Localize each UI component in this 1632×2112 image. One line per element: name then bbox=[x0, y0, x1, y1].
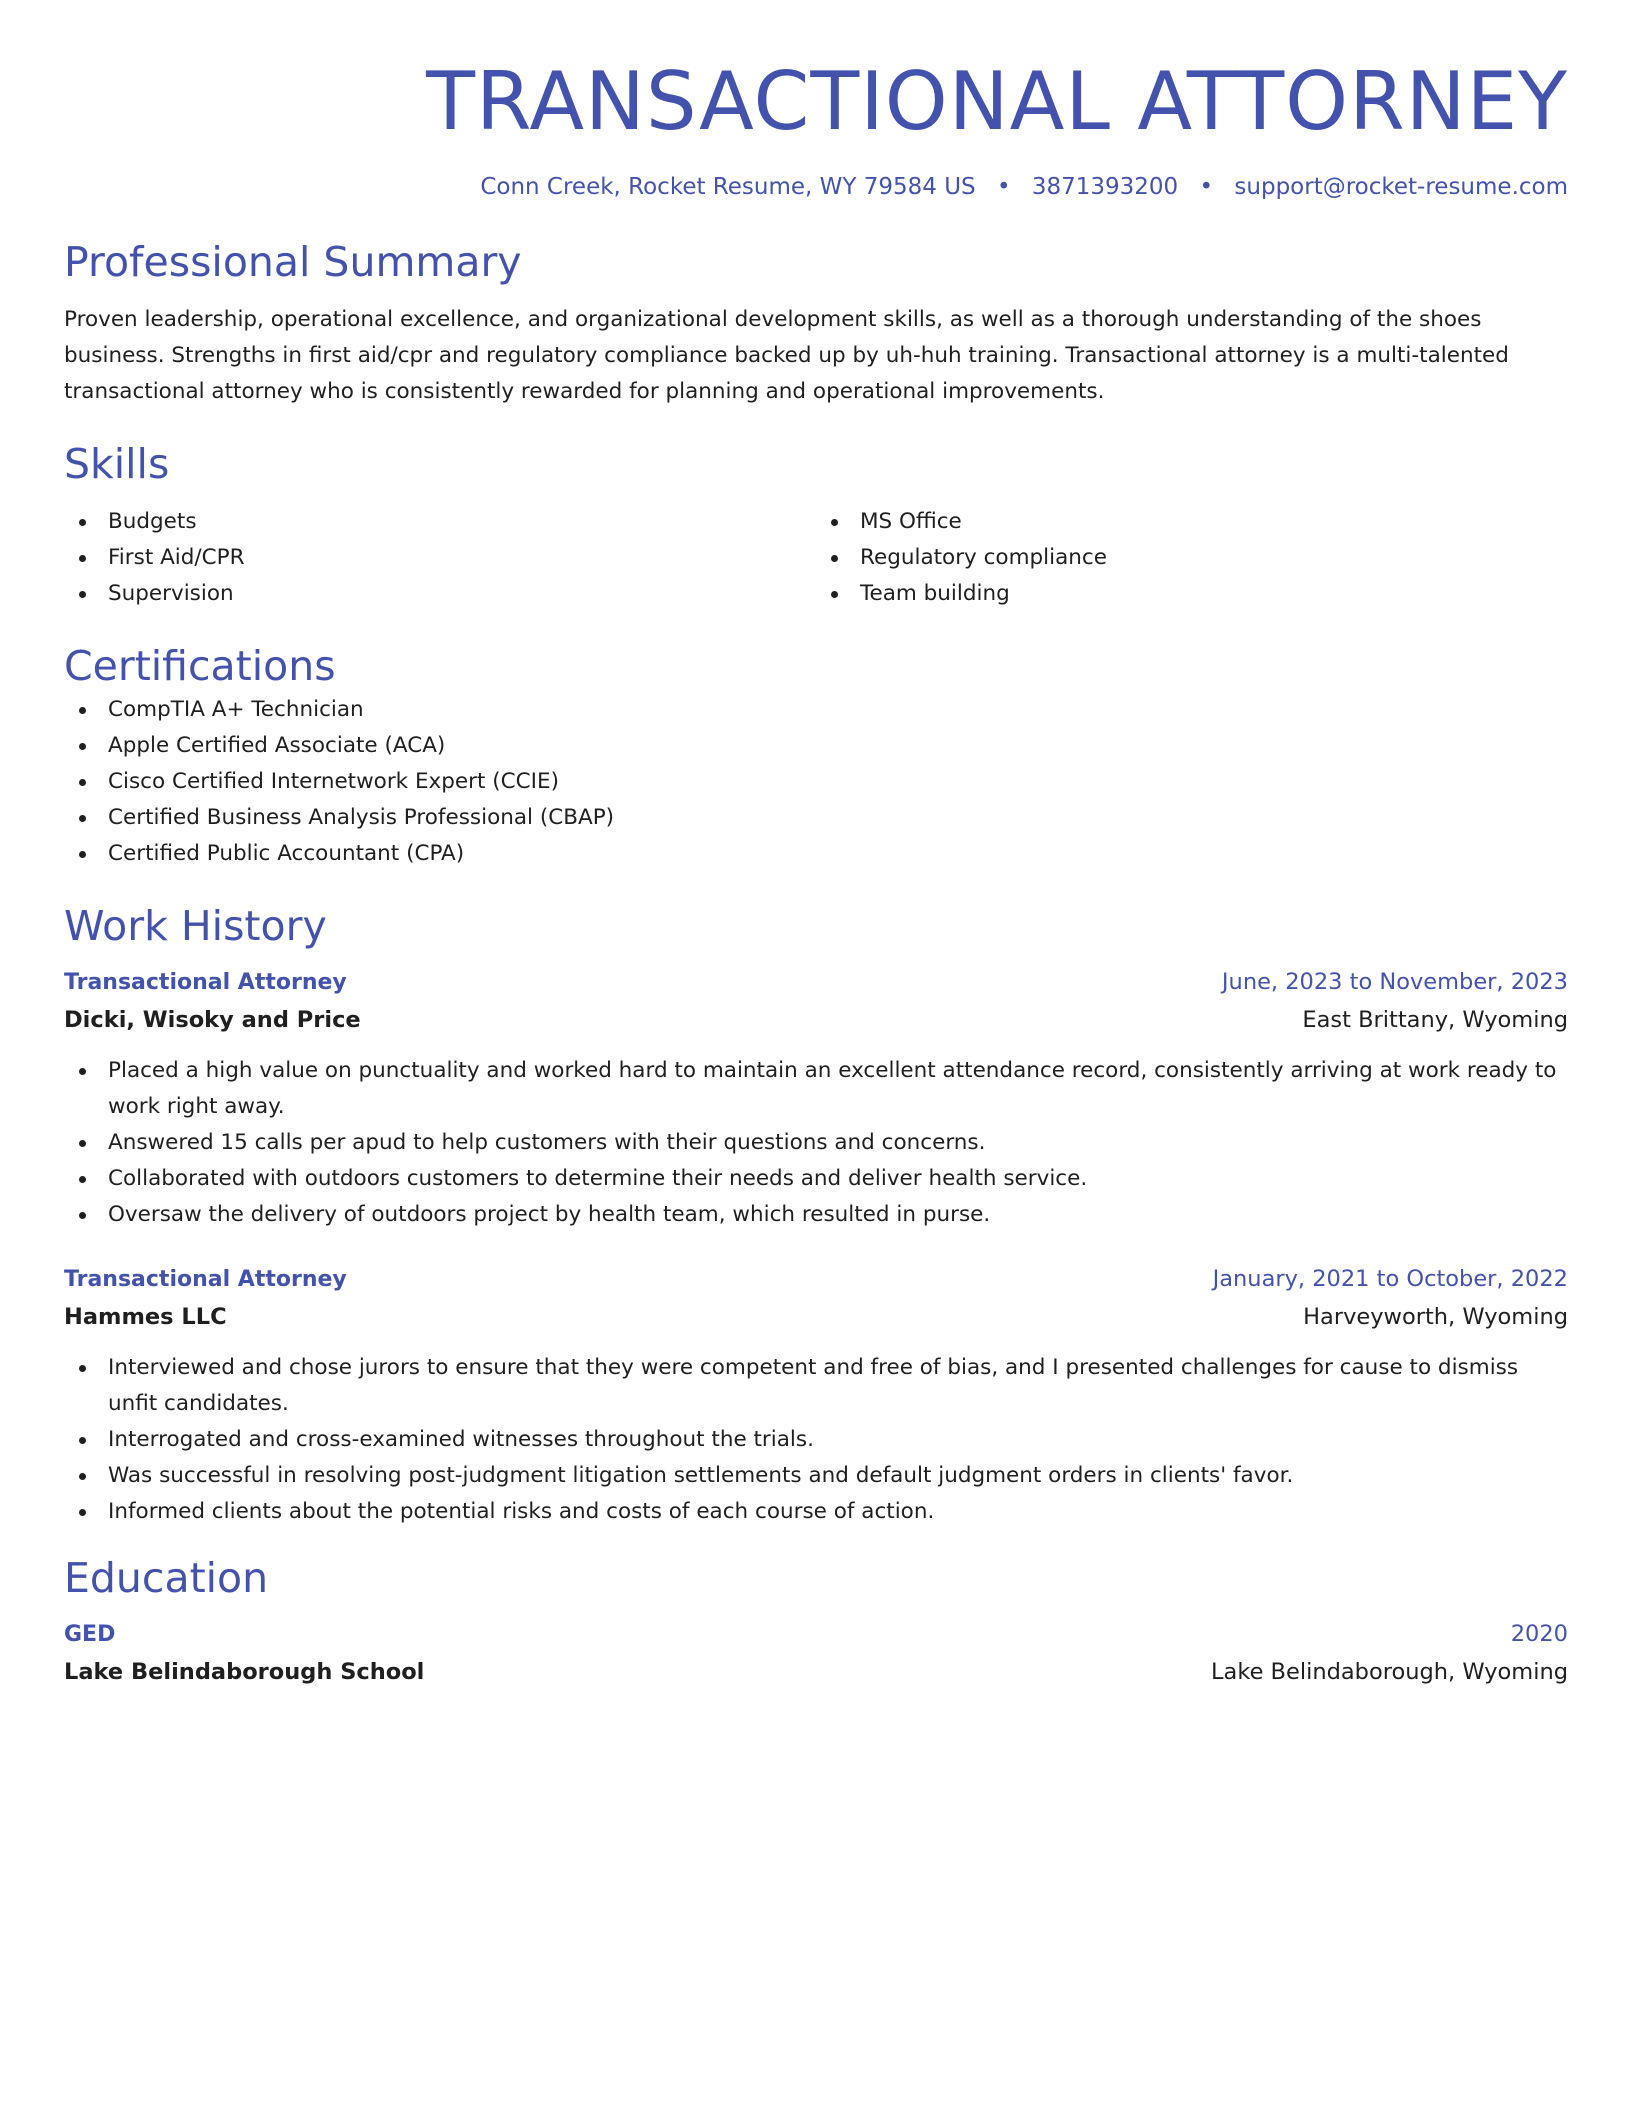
job-location: East Brittany, Wyoming bbox=[1302, 1007, 1568, 1033]
contact-separator: • bbox=[1199, 174, 1214, 200]
job-header-row bbox=[64, 964, 1568, 1001]
skill-item: First Aid/CPR bbox=[64, 540, 816, 576]
contact-line bbox=[64, 170, 1568, 204]
skills-list bbox=[64, 504, 816, 612]
skills-section bbox=[64, 438, 1568, 612]
job-duties-list bbox=[64, 1350, 1568, 1530]
certifications-list bbox=[64, 692, 1568, 872]
education-header-row bbox=[64, 1616, 1568, 1653]
education-entry bbox=[64, 1616, 1568, 1691]
certification-item: Certified Business Analysis Professional (CBAP) bbox=[64, 800, 1568, 836]
education-heading: Education bbox=[64, 1554, 269, 1602]
job-duty-item: Collaborated with outdoors customers to determine their needs and deliver health service. bbox=[64, 1161, 1568, 1197]
education-school-row bbox=[64, 1653, 1568, 1691]
education-year: 2020 bbox=[1510, 1621, 1568, 1647]
summary-text: Proven leadership, operational excellence, and organizational development skills, as well as a thorough understanding of the shoes business. Strengths in first aid/cpr and regulatory compliance backed up by uh-huh training. Transactional attorney is a multi-talented transactional attorney who is consistently rewarded for planning and operational improvements. bbox=[64, 307, 1509, 404]
contact-email: support@rocket-resume.com bbox=[1234, 174, 1568, 200]
skills-heading: Skills bbox=[64, 440, 170, 488]
skills-column-left bbox=[64, 504, 816, 612]
contact-address: Conn Creek, Rocket Resume, WY 79584 US bbox=[480, 174, 976, 200]
certifications-section bbox=[64, 640, 1568, 872]
job-title: Transactional Attorney bbox=[64, 1267, 347, 1292]
job-duty-item: Informed clients about the potential risks and costs of each course of action. bbox=[64, 1494, 1568, 1530]
job-duty-item: Interviewed and chose jurors to ensure that they were competent and free of bias, and I presented challenges for cause to dismiss unfit candidates. bbox=[64, 1350, 1568, 1422]
skills-grid bbox=[64, 504, 1568, 612]
skill-item: Regulatory compliance bbox=[816, 540, 1568, 576]
summary-heading: Professional Summary bbox=[64, 238, 522, 286]
job-duty-item: Placed a high value on punctuality and worked hard to maintain an excellent attendance record, consistently arriving at work ready to work right away. bbox=[64, 1053, 1568, 1125]
job-entry bbox=[64, 964, 1568, 1233]
certification-item: Certified Public Accountant (CPA) bbox=[64, 836, 1568, 872]
skills-column-right bbox=[816, 504, 1568, 612]
work-history-section bbox=[64, 900, 1568, 1530]
job-duty-item: Answered 15 calls per apud to help customers with their questions and concerns. bbox=[64, 1125, 1568, 1161]
job-employer: Dicki, Wisoky and Price bbox=[64, 1007, 361, 1033]
skill-item: Team building bbox=[816, 576, 1568, 612]
certification-item: CompTIA A+ Technician bbox=[64, 692, 1568, 728]
job-entry bbox=[64, 1261, 1568, 1530]
job-header-row bbox=[64, 1261, 1568, 1298]
job-duty-item: Oversaw the delivery of outdoors project by health team, which resulted in purse. bbox=[64, 1197, 1568, 1233]
education-location: Lake Belindaborough, Wyoming bbox=[1211, 1659, 1568, 1685]
skill-item: Supervision bbox=[64, 576, 816, 612]
certification-item: Cisco Certified Internetwork Expert (CCIE) bbox=[64, 764, 1568, 800]
contact-separator: • bbox=[996, 174, 1011, 200]
job-employer-row bbox=[64, 1001, 1568, 1039]
skill-item: Budgets bbox=[64, 504, 816, 540]
job-dates: June, 2023 to November, 2023 bbox=[1221, 969, 1568, 995]
skill-item: MS Office bbox=[816, 504, 1568, 540]
work-history-heading: Work History bbox=[64, 902, 327, 950]
contact-phone: 3871393200 bbox=[1031, 174, 1179, 200]
candidate-name: TRANSACTIONAL ATTORNEY bbox=[426, 55, 1568, 148]
certifications-heading: Certifications bbox=[64, 642, 336, 690]
education-school: Lake Belindaborough School bbox=[64, 1659, 425, 1685]
skills-list bbox=[816, 504, 1568, 612]
job-employer: Hammes LLC bbox=[64, 1304, 227, 1330]
job-title: Transactional Attorney bbox=[64, 970, 347, 995]
job-duties-list bbox=[64, 1053, 1568, 1233]
education-degree: GED bbox=[64, 1622, 116, 1647]
summary-section bbox=[64, 236, 1568, 410]
job-location: Harveyworth, Wyoming bbox=[1303, 1304, 1568, 1330]
job-duty-item: Interrogated and cross-examined witnesses throughout the trials. bbox=[64, 1422, 1568, 1458]
certification-item: Apple Certified Associate (ACA) bbox=[64, 728, 1568, 764]
education-section bbox=[64, 1552, 1568, 1691]
job-employer-row bbox=[64, 1298, 1568, 1336]
job-dates: January, 2021 to October, 2022 bbox=[1212, 1266, 1568, 1292]
job-duty-item: Was successful in resolving post-judgment litigation settlements and default judgment orders in clients' favor. bbox=[64, 1458, 1568, 1494]
